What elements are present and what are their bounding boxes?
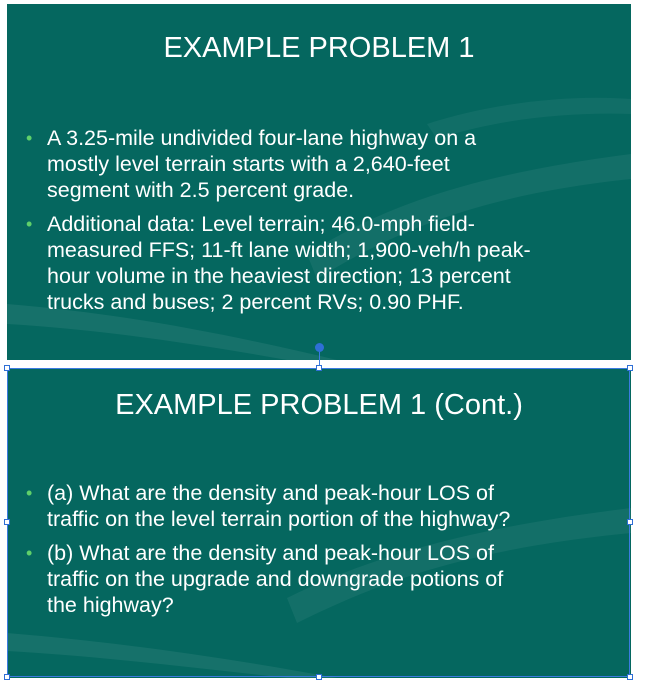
bullet-dot-icon: • xyxy=(26,543,33,563)
rotate-handle-icon[interactable] xyxy=(315,343,324,352)
bullet-line: mostly level terrain starts with a 2,640-feet xyxy=(47,152,450,176)
bullet-line: trucks and buses; 2 percent RVs; 0.90 PHF. xyxy=(47,290,464,314)
resize-handle-bottom-left[interactable] xyxy=(4,674,10,680)
bullet-item xyxy=(25,125,625,203)
slide-2-bullet-list xyxy=(25,480,625,626)
bullet-line: (a) What are the density and peak-hour LOS of xyxy=(47,481,494,505)
bullet-line: segment with 2.5 percent grade. xyxy=(47,178,355,202)
slide-1-title: EXAMPLE PROBLEM 1 xyxy=(163,32,475,64)
bullet-line: Additional data: Level terrain; 46.0-mph field- xyxy=(47,212,475,236)
bullet-line: traffic on the upgrade and downgrade potions of xyxy=(47,567,504,591)
resize-handle-middle-left[interactable] xyxy=(4,519,10,525)
slide-1-bullet-list xyxy=(25,125,625,323)
bullet-dot-icon: • xyxy=(26,483,33,503)
bullet-line: (b) What are the density and peak-hour LOS of xyxy=(47,541,494,565)
resize-handle-bottom-center[interactable] xyxy=(316,674,322,680)
bullet-line: hour volume in the heaviest direction; 13 percent xyxy=(47,264,511,288)
bullet-item xyxy=(25,211,625,315)
bullet-line: A 3.25-mile undivided four-lane highway on a xyxy=(47,126,477,150)
bullet-dot-icon: • xyxy=(26,128,33,148)
slide-2-title: EXAMPLE PROBLEM 1 (Cont.) xyxy=(115,389,523,421)
bullet-item xyxy=(25,540,625,618)
slide-1[interactable] xyxy=(7,4,631,360)
bullet-dot-icon: • xyxy=(26,214,33,234)
resize-handle-middle-right[interactable] xyxy=(627,519,633,525)
bullet-line: measured FFS; 11-ft lane width; 1,900-veh/h peak- xyxy=(47,238,531,262)
bullet-line: the highway? xyxy=(47,593,174,617)
resize-handle-top-left[interactable] xyxy=(4,365,10,371)
bullet-item xyxy=(25,480,625,532)
bullet-line: traffic on the level terrain portion of the highway? xyxy=(47,507,511,531)
slide-2[interactable] xyxy=(7,368,631,678)
resize-handle-top-right[interactable] xyxy=(627,365,633,371)
resize-handle-bottom-right[interactable] xyxy=(627,674,633,680)
resize-handle-top-center[interactable] xyxy=(316,365,322,371)
